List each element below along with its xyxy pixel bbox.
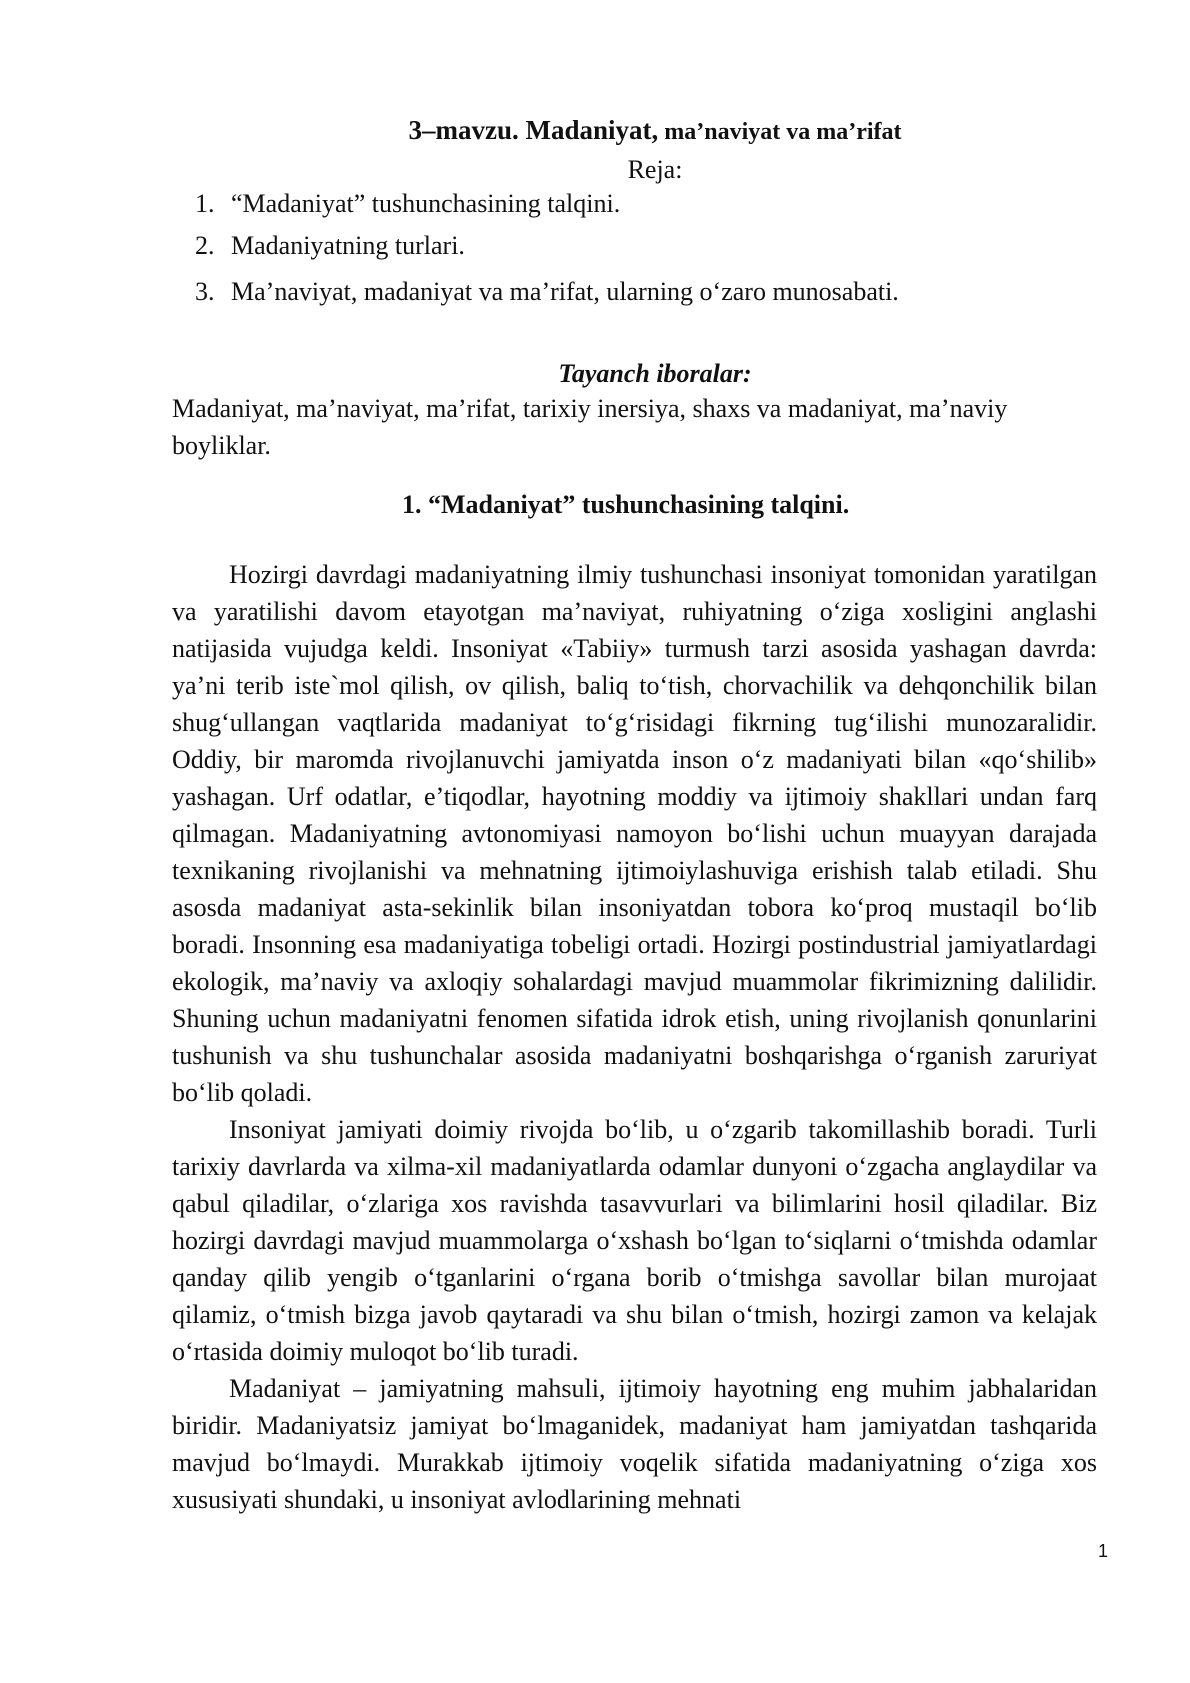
document-title <box>0 112 1190 151</box>
plan-item-number: 3. <box>195 277 215 306</box>
plan-item <box>195 273 899 315</box>
title-rest: ma’naviyat va ma’rifat <box>658 119 902 145</box>
plan-item-text: Ma’naviyat, madaniyat va ma’rifat, ularning o‘zaro munosabati. <box>231 277 899 306</box>
plan-item <box>195 227 899 269</box>
title-bold: 3–mavzu. Madaniyat, <box>408 115 659 145</box>
keywords-text: Madaniyat, ma’naviyat, ma’rifat, tarixiy inersiya, shaxs va madaniyat, ma’naviy boyliklar. <box>172 394 1008 460</box>
section-heading: 1. “Madaniyat” tushunchasining talqini. <box>402 490 850 519</box>
paragraph: Insoniyat jamiyati doimiy rivojda bo‘lib, u o‘zgarib takomillashib boradi. Turli tarixiy davrlarda va xilma-xil madaniyatlarda odamlar dunyoni o‘zgacha anglaydilar va qabul qiladilar, o‘zlariga xos ravishda tasavvurlari va bilimlarini hosil qiladilar. Biz hozirgi davrdagi mavjud muammolarga o‘xshash bo‘lgan to‘siqlarni o‘tmishda odamlar qanday qilib yengib o‘tganlarini o‘rgana borib o‘tmishga savollar bilan murojaat qilamiz, o‘tmish bizga javob qaytaradi va shu bilan o‘tmish, hozirgi zamon va kelajak o‘rtasida doimiy muloqot bo‘lib turadi. <box>172 1115 1097 1366</box>
plan-item-number: 2. <box>195 231 215 260</box>
page-number: 1 <box>1097 1541 1108 1561</box>
body-text <box>172 556 1097 1518</box>
plan-item-text: Madaniyatning turlari. <box>231 231 465 260</box>
plan-item <box>195 185 899 227</box>
paragraph: Hozirgi davrdagi madaniyatning ilmiy tushunchasi insoniyat tomonidan yaratilgan va yaratilishi davom etayotgan ma’naviyat, ruhiyatning o‘ziga xosligini anglashi natijasida vujudga keldi. Insoniyat «Tabiiy» turmush tarzi asosida yashagan davrda: ya’ni terib iste`mol qilish, ov qilish, baliq to‘tish, chorvachilik va dehqonchilik bilan shug‘ullangan vaqtlarida madaniyat to‘g‘risidagi fikrning tug‘ilishi munozaralidir. Oddiy, bir maromda rivojlanuvchi jamiyatda inson o‘z madaniyati bilan «qo‘shilib» yashagan. Urf odatlar, e’tiqodlar, hayotning moddiy va ijtimoiy shakllari undan farq qilmagan. Madaniyatning avtonomiyasi namoyon bo‘lishi uchun muayyan darajada texnikaning rivojlanishi va mehnatning ijtimoiylashuviga erishish talab etiladi. Shu asosda madaniyat asta-sekinlik bilan insoniyatdan tobora ko‘proq mustaqil bo‘lib boradi. Insonning esa madaniyatiga tobeligi ortadi. Hozirgi postindustrial jamiyatlardagi ekologik, ma’naviy va axloqiy sohalardagi mavjud muammolar fikrimizning dalilidir. Shuning uchun madaniyatni fenomen sifatida idrok etish, uning rivojlanish qonunlarini tushunish va shu tushunchalar asosida madaniyatni boshqarishga o‘rganish zaruriyat bo‘lib qoladi. <box>172 560 1097 1107</box>
plan-heading: Reja: <box>627 155 683 184</box>
plan-item-number: 1. <box>195 189 215 218</box>
plan-list <box>195 185 899 315</box>
plan-item-text: “Madaniyat” tushunchasining talqini. <box>231 189 621 218</box>
paragraph: Madaniyat – jamiyatning mahsuli, ijtimoiy hayotning eng muhim jabhalaridan biridir. Madaniyatsiz jamiyat bo‘lmaganidek, madaniyat ham jamiyatdan tashqarida mavjud bo‘lmaydi. Murakkab ijtimoiy voqelik sifatida madaniyatning o‘ziga xos xususiyati shundaki, u insoniyat avlodlarining mehnati <box>172 1374 1097 1514</box>
keywords-heading: Tayanch iboralar: <box>558 359 752 388</box>
